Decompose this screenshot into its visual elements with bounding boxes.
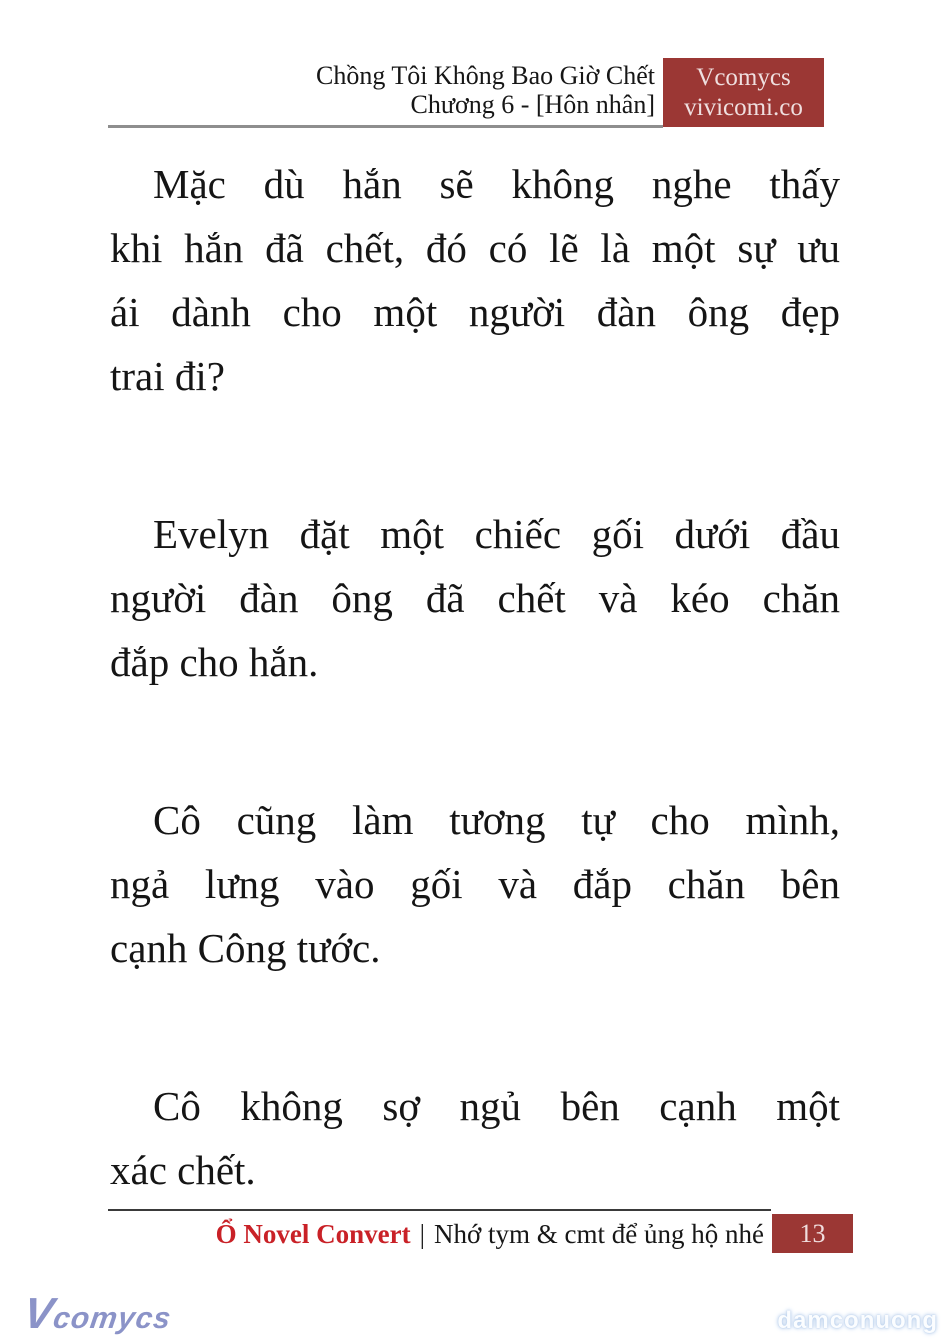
brand-site: vivicomi.co: [684, 94, 803, 121]
text-line: Evelyn đặt một chiếc gối dưới đầu: [153, 511, 840, 557]
text-line: trai đi?: [110, 353, 225, 399]
paragraph: [110, 502, 840, 694]
paragraph: [110, 152, 840, 408]
text-line: Cô cũng làm tương tự cho mình,: [153, 797, 840, 843]
footer-separator: |: [419, 1218, 425, 1249]
page-number-badge: [772, 1214, 853, 1253]
body-text: [110, 152, 840, 1202]
page-header: [316, 61, 655, 119]
brand-name: Vcomycs: [696, 64, 791, 91]
text-line: cạnh Công tước.: [110, 925, 381, 971]
text-line: xác chết.: [110, 1147, 256, 1193]
page-number: 13: [799, 1218, 826, 1248]
header-divider: [108, 125, 663, 128]
footer-divider: [108, 1209, 771, 1211]
text-line: người đàn ông đã chết và kéo chăn: [110, 575, 840, 621]
text-line: đắp cho hắn.: [110, 639, 319, 685]
text-line: khi hắn đã chết, đó có lẽ là một sự ưu: [110, 225, 840, 271]
converter-credit: Ổ Novel Convert: [215, 1218, 411, 1249]
uploader-watermark: damconuong: [777, 1307, 938, 1334]
support-note: Nhớ tym & cmt để ủng hộ nhé: [434, 1218, 764, 1249]
text-line: Cô không sợ ngủ bên cạnh một: [153, 1083, 840, 1129]
text-line: ngả lưng vào gối và đắp chăn bên: [110, 861, 840, 907]
brand-badge: [663, 58, 824, 127]
paragraph: [110, 788, 840, 980]
paragraph: [110, 1074, 840, 1202]
text-line: Mặc dù hắn sẽ không nghe thấy: [153, 161, 840, 207]
chapter-title: Chương 6 - [Hôn nhân]: [410, 90, 655, 119]
publisher-logo-watermark: Vcomycs: [20, 1290, 174, 1338]
page-footer: [108, 1214, 764, 1254]
text-line: ái dành cho một người đàn ông đẹp: [110, 289, 840, 335]
novel-title: Chồng Tôi Không Bao Giờ Chết: [316, 61, 655, 90]
